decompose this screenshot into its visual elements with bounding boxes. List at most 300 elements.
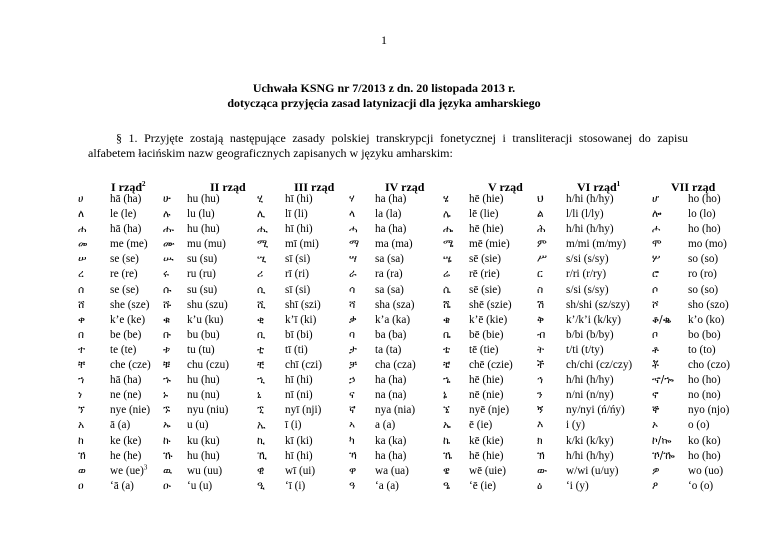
ethiopic-glyph: ቴ [443,343,451,356]
latin-transcription: ho (ho) [688,223,721,236]
latin-transcription: nyo (njo) [688,404,730,417]
ethiopic-glyph: ሂ [257,193,264,205]
latin-transcription: ku (ku) [187,434,220,447]
latin-transcription: hī (hi) [285,223,313,236]
ethiopic-glyph: ኣ [349,419,356,432]
latin-transcription: ka (ka) [375,434,407,447]
ethiopic-glyph: ኬ [443,434,451,447]
latin-transcription: nye (nie) [110,404,151,417]
ethiopic-glyph: ሦ [652,253,661,266]
ethiopic-glyph: ለ [78,208,85,221]
latin-transcription: ha (ha) [375,193,407,205]
latin-transcription: n/ni (n/ny) [566,389,614,402]
latin-transcription: hī (hi) [285,449,313,462]
column-row5-latin [469,192,513,494]
latin-transcription: sh/shi (sz/szy) [566,298,630,311]
latin-transcription: ‘a (a) [375,479,399,492]
ethiopic-glyph: ታ [349,343,357,356]
latin-transcription: s/si (s/sy) [566,283,609,296]
ethiopic-glyph: ዖ [652,479,659,492]
latin-transcription: ‘i (y) [566,479,589,492]
ethiopic-glyph: ሩ [163,268,169,281]
ethiopic-glyph: ቡ [163,328,172,341]
latin-transcription: ‘ē (ie) [469,479,497,492]
column-row6-ethiopic [537,192,547,494]
ethiopic-glyph: ኘ [78,404,85,417]
latin-transcription: sē (sie) [469,283,501,296]
latin-transcription: lo (lo) [688,208,716,221]
latin-transcription: lu (lu) [187,208,215,221]
page-number: 1 [381,33,387,47]
ethiopic-glyph: ሓ [349,223,358,236]
latin-transcription: ‘ī (i) [285,479,306,492]
latin-transcription: mī (mi) [285,238,319,251]
latin-transcription: bu (bu) [187,328,220,341]
latin-transcription: hā (ha) [110,223,142,236]
ethiopic-glyph: ሾ [652,298,659,311]
latin-transcription: hu (hu) [187,374,220,387]
latin-transcription: hu (hu) [187,223,220,236]
latin-transcription: sē (sie) [469,253,501,266]
ethiopic-glyph: ቸ [78,359,86,372]
column-row1-ethiopic [78,192,88,494]
ethiopic-glyph: ሞ [652,238,662,251]
ethiopic-glyph: ራ [349,268,357,281]
ethiopic-glyph: ኔ [443,389,448,402]
ethiopic-glyph: ል [537,208,544,221]
ethiopic-glyph: ቲ [257,343,265,356]
latin-transcription: b/bi (b/by) [566,328,614,341]
ethiopic-glyph: ቄ [443,313,451,326]
ethiopic-glyph: ን [537,389,543,402]
ethiopic-glyph: ባ [349,328,356,341]
ethiopic-glyph: ሽ [537,298,545,311]
latin-transcription: cha (cza) [375,359,416,372]
latin-transcription: tī (ti) [285,343,308,356]
ethiopic-glyph: ሖ [652,223,661,236]
ethiopic-glyph: ዓ [349,479,356,492]
ethiopic-glyph: ኑ [163,389,169,402]
latin-transcription: wē (uie) [469,464,506,477]
ethiopic-glyph: ኖ [652,389,659,402]
column-row7-ethiopic [652,192,675,494]
ethiopic-glyph: ቃ [349,313,357,326]
ethiopic-glyph: እ [537,419,544,432]
latin-transcription: sho (szo) [688,298,729,311]
latin-transcription: che (cze) [110,359,151,372]
latin-transcription: ‘ā (a) [110,479,134,492]
ethiopic-glyph: ማ [349,238,360,251]
latin-transcription: nyu (niu) [187,404,229,417]
latin-transcription: me (me) [110,238,148,251]
latin-transcription: k’a (ka) [375,313,411,326]
header-row-5: V rząd [488,180,523,194]
ethiopic-glyph: ዑ [163,479,171,492]
latin-transcription: sī (si) [285,283,311,296]
ethiopic-glyph: ዎ [652,464,660,477]
latin-transcription: ‘o (o) [688,479,714,492]
ethiopic-glyph: ኾ/ዀ [652,449,675,462]
latin-transcription: sa (sa) [375,283,404,296]
latin-transcription: i (y) [566,419,585,432]
ethiopic-glyph: ሮ [652,268,659,281]
ethiopic-glyph: ኤ [443,419,451,432]
ethiopic-glyph: ወ [78,464,86,477]
ethiopic-glyph: ዕ [537,479,543,492]
latin-transcription: a (a) [375,419,396,432]
latin-transcription: shē (szie) [469,298,512,311]
latin-transcription: ko (ko) [688,434,721,447]
latin-transcription: wu (uu) [187,464,223,477]
latin-transcription: wa (ua) [375,464,409,477]
latin-transcription: ro (ro) [688,268,717,281]
latin-transcription: ho (ho) [688,374,721,387]
ethiopic-glyph: መ [78,238,88,251]
ethiopic-glyph: ኻ [349,449,357,462]
latin-transcription: rī (ri) [285,268,309,281]
ethiopic-glyph: ሉ [163,208,171,221]
ethiopic-glyph: ካ [349,434,355,447]
latin-transcription: ho (ho) [688,449,721,462]
ethiopic-glyph: ሌ [443,208,451,221]
column-row2-latin [187,192,229,494]
ethiopic-glyph: ቤ [443,328,451,341]
ethiopic-glyph: ና [349,389,355,402]
ethiopic-glyph: ኚ [257,404,264,417]
latin-transcription: nyī (nji) [285,404,322,417]
latin-transcription: hā (ha) [110,374,142,387]
title-line-1: Uchwała KSNG nr 7/2013 z dn. 20 listopada 2013 r. [252,81,516,95]
ethiopic-glyph: ሜ [443,238,454,251]
latin-transcription: kī (ki) [285,434,313,447]
ethiopic-glyph: ሪ [257,268,264,281]
ethiopic-glyph: ቾ [652,359,659,372]
ethiopic-glyph: ስ [537,283,544,296]
latin-transcription: bo (bo) [688,328,721,341]
latin-transcription: hē (hie) [469,374,504,387]
ethiopic-glyph: ኀ [78,374,85,387]
latin-transcription: ha (ha) [375,374,407,387]
column-row4-ethiopic [349,192,359,494]
column-row7-latin [688,192,730,494]
ethiopic-glyph: ሃ [349,193,355,205]
latin-transcription: ā (a) [110,419,131,432]
ethiopic-glyph: ላ [349,208,356,221]
ethiopic-glyph: ም [537,238,547,251]
header-row-4: IV rząd [385,180,425,194]
latin-transcription: ī (i) [285,419,302,432]
ethiopic-glyph: ሻ [349,298,356,311]
ethiopic-glyph: ሰ [78,283,85,296]
latin-transcription: wī (ui) [285,464,316,477]
latin-transcription: m/mi (m/my) [566,238,626,251]
ethiopic-glyph: ህ [537,193,544,205]
ethiopic-glyph: ቼ [443,359,451,372]
latin-transcription: lē (lie) [469,208,499,221]
header-row-2: II rząd [210,180,246,194]
ethiopic-glyph: ሚ [257,238,269,251]
ethiopic-glyph: ኜ [443,404,450,417]
ethiopic-glyph: ት [537,343,545,356]
latin-transcription: sa (sa) [375,253,404,266]
latin-transcription: no (no) [688,389,721,402]
ethiopic-glyph: ሢ [257,253,267,266]
ethiopic-glyph: ዊ [257,464,265,477]
latin-transcription: mu (mu) [187,238,226,251]
ethiopic-glyph: ኦ [652,419,659,432]
column-row4-latin [375,192,416,494]
latin-transcription: le (le) [110,208,137,221]
header-row-3: III rząd [294,180,335,194]
latin-transcription: kē (kie) [469,434,504,447]
ethiopic-glyph: ኪ [257,434,265,447]
footnote-marker: 1 [616,180,621,188]
latin-transcription: ke (ke) [110,434,142,447]
ethiopic-glyph: ነ [78,389,83,402]
latin-transcription: shu (szu) [187,298,228,311]
latin-transcription: k/ki (k/ky) [566,434,614,447]
header-row-6: VI rząd$^1$ [577,180,621,194]
latin-transcription: ha (ha) [375,449,407,462]
latin-transcription: ch/chi (cz/czy) [566,359,633,372]
ethiopic-glyph: ቢ [257,328,266,341]
column-row5-ethiopic [443,192,454,494]
ethiopic-glyph: ች [537,359,545,372]
ethiopic-glyph: ኛ [349,404,356,417]
latin-transcription: r/ri (r/ry) [566,268,607,281]
latin-transcription: k’u (ku) [187,313,224,326]
latin-transcription: hē (hie) [469,223,504,236]
latin-transcription: ru (ru) [187,268,216,281]
latin-transcription: se (se) [110,283,139,296]
ethiopic-glyph: ሬ [443,268,451,281]
ethiopic-glyph: ሥ [537,253,547,266]
ethiopic-glyph: ሕ [537,223,546,236]
latin-transcription: hī (hi) [285,374,313,387]
latin-transcription: ha (ha) [375,223,407,236]
column-row6-latin [566,192,632,494]
latin-transcription: ta (ta) [375,343,402,356]
ethiopic-glyph: ሀ [78,193,84,205]
latin-transcription: ne (ne) [110,389,142,402]
latin-transcription: sī (si) [285,253,311,266]
ethiopic-glyph: ኞ [652,404,660,417]
latin-transcription: he (he) [110,449,142,462]
latin-transcription: chī (czi) [285,359,322,372]
latin-transcription: ra (ra) [375,268,403,281]
latin-transcription: h/hi (h/hy) [566,449,614,462]
ethiopic-glyph: ኒ [257,389,262,402]
ethiopic-glyph: ሙ [163,238,175,251]
ethiopic-glyph: ር [537,268,543,281]
ethiopic-glyph: ዐ [78,479,84,492]
latin-transcription: hu (hu) [187,449,220,462]
latin-transcription: bē (bie) [469,328,504,341]
latin-transcription: shī (szi) [285,298,321,311]
column-row1-latin [110,192,151,494]
latin-transcription: be (be) [110,328,142,341]
header-row-7: VII rząd [671,180,716,194]
ethiopic-glyph: ሔ [443,223,454,236]
latin-transcription: nyē (nje) [469,404,510,417]
ethiopic-glyph: ሣ [349,253,358,266]
ethiopic-glyph: ኆ/ኈ [652,374,674,387]
ethiopic-glyph: ቱ [163,343,171,356]
ethiopic-glyph: ተ [78,343,86,356]
latin-transcription: w/wi (u/uy) [566,464,619,477]
latin-transcription: we (ue)$^3$ [110,462,148,477]
ethiopic-glyph: ኙ [163,404,171,417]
latin-transcription: h/hi (h/hy) [566,374,614,387]
latin-transcription: t/ti (t/ty) [566,343,604,356]
latin-transcription: su (su) [187,283,218,296]
ethiopic-glyph: ኸ [78,449,86,462]
ethiopic-glyph: ኁ [163,374,171,387]
ethiopic-glyph: ኹ [163,449,173,462]
ethiopic-glyph: ሄ [443,193,449,205]
ethiopic-glyph: አ [78,419,85,432]
ethiopic-glyph: ሆ [652,193,660,205]
ethiopic-glyph: ዒ [257,479,265,492]
ethiopic-glyph: ሹ [163,298,172,311]
ethiopic-glyph: ኝ [537,404,544,417]
latin-transcription: hē (hie) [469,449,504,462]
latin-transcription: u (u) [187,419,209,432]
ethiopic-glyph: ኡ [163,419,171,432]
latin-transcription: bī (bi) [285,328,313,341]
ethiopic-glyph: ሐ [78,223,87,236]
latin-transcription: so (so) [688,283,719,296]
ethiopic-glyph: ቶ [652,343,659,356]
footnote-marker: 2 [142,180,146,188]
latin-transcription: s/si (s/sy) [566,253,609,266]
ethiopic-glyph: ኄ [443,374,451,387]
ethiopic-glyph: ብ [537,328,546,341]
latin-transcription: to (to) [688,343,716,356]
latin-transcription: l/li (l/ly) [566,208,604,221]
ethiopic-glyph: ዋ [349,464,357,477]
latin-transcription: nē (nie) [469,389,504,402]
latin-transcription: wo (uo) [688,464,724,477]
latin-transcription: hā (ha) [110,193,142,205]
document-title [0,81,768,111]
ethiopic-glyph: ዌ [443,464,450,477]
ethiopic-glyph: ኅ [537,374,544,387]
ethiopic-glyph: ኮ/ኰ [652,434,672,447]
ethiopic-glyph: ሲ [257,283,266,296]
latin-transcription: k’ē (kie) [469,313,508,326]
latin-transcription: se (se) [110,253,139,266]
latin-transcription: o (o) [688,419,710,432]
ethiopic-glyph: በ [78,328,85,341]
latin-transcription: so (so) [688,253,719,266]
ethiopic-glyph: ሺ [257,298,266,311]
latin-transcription: tu (tu) [187,343,215,356]
ethiopic-glyph: ቦ [652,328,659,341]
ethiopic-glyph: ሤ [443,253,452,266]
column-row3-latin [285,192,322,494]
latin-transcription: tē (tie) [469,343,499,356]
latin-transcription: chu (czu) [187,359,229,372]
latin-transcription: ba (ba) [375,328,407,341]
latin-transcription: ny/nyi (ń/ńy) [566,404,625,417]
ethiopic-glyph: ኂ [257,374,265,387]
ethiopic-glyph: ኃ [349,374,356,387]
ethiopic-glyph: ቁ [163,313,171,326]
ethiopic-glyph: ኢ [257,419,266,432]
ethiopic-glyph: ክ [537,434,543,447]
latin-transcription: su (su) [187,253,218,266]
title-line-2: dotycząca przyjęcia zasad latynizacji dla języka amharskiego [227,96,541,110]
latin-transcription: ho (ho) [688,193,721,205]
ethiopic-glyph: ሶ [652,283,659,296]
latin-transcription: h/hi (h/hy) [566,223,614,236]
ethiopic-glyph: ቹ [163,359,171,372]
latin-transcription: h/hi (h/hy) [566,193,614,205]
latin-transcription: chē (czie) [469,359,513,372]
ethiopic-glyph: ሎ [652,208,662,221]
column-row3-ethiopic [257,192,268,494]
ethiopic-glyph: ሡ [163,253,174,266]
ethiopic-glyph: ቂ [257,313,265,326]
ethiopic-glyph: ዉ [163,464,173,477]
latin-transcription: hē (hie) [469,193,504,205]
latin-transcription: nī (ni) [285,389,313,402]
latin-transcription: hu (hu) [187,193,220,205]
latin-transcription: k’ī (ki) [285,313,317,326]
header-row-1: I rząd$^2$ [111,180,146,194]
latin-transcription: k’o (ko) [688,313,725,326]
ethiopic-glyph: ቻ [349,359,357,372]
ethiopic-glyph: ኼ [443,449,453,462]
ethiopic-glyph: ኽ [537,449,545,462]
latin-transcription: ‘u (u) [187,479,213,492]
latin-transcription: mē (mie) [469,238,510,251]
latin-transcription: ē (ie) [469,419,493,432]
latin-transcription: nu (nu) [187,389,220,402]
ethiopic-glyph: ቅ [537,313,545,326]
ethiopic-glyph: ሴ [443,283,451,296]
ethiopic-glyph: ከ [78,434,84,447]
ethiopic-glyph: ሑ [163,223,174,236]
latin-transcription: la (la) [375,208,402,221]
ethiopic-glyph: ቺ [257,359,265,372]
latin-transcription: she (sze) [110,298,150,311]
latin-transcription: nya (nia) [375,404,416,417]
ethiopic-glyph: ሸ [78,298,85,311]
latin-transcription: cho (czo) [688,359,730,372]
ethiopic-glyph: ሊ [257,208,266,221]
ethiopic-glyph: ሼ [443,298,451,311]
latin-transcription: ma (ma) [375,238,413,251]
latin-transcription: k’e (ke) [110,313,146,326]
ethiopic-glyph: ሱ [163,283,172,296]
ethiopic-glyph: ኩ [163,434,171,447]
latin-transcription: na (na) [375,389,407,402]
latin-transcription: sha (sza) [375,298,415,311]
latin-transcription: mo (mo) [688,238,727,251]
latin-transcription: re (re) [110,268,138,281]
ethiopic-glyph: ሁ [163,193,171,205]
ethiopic-glyph: ረ [78,268,84,281]
ethiopic-glyph: ሠ [78,253,87,266]
ethiopic-glyph: ዔ [443,479,451,492]
latin-transcription: lī (li) [285,208,308,221]
ethiopic-glyph: ቆ/ቈ [652,313,672,326]
column-row2-ethiopic [163,192,175,494]
latin-transcription: k’/k’i (k/ky) [566,313,621,326]
ethiopic-glyph: ሳ [349,283,356,296]
